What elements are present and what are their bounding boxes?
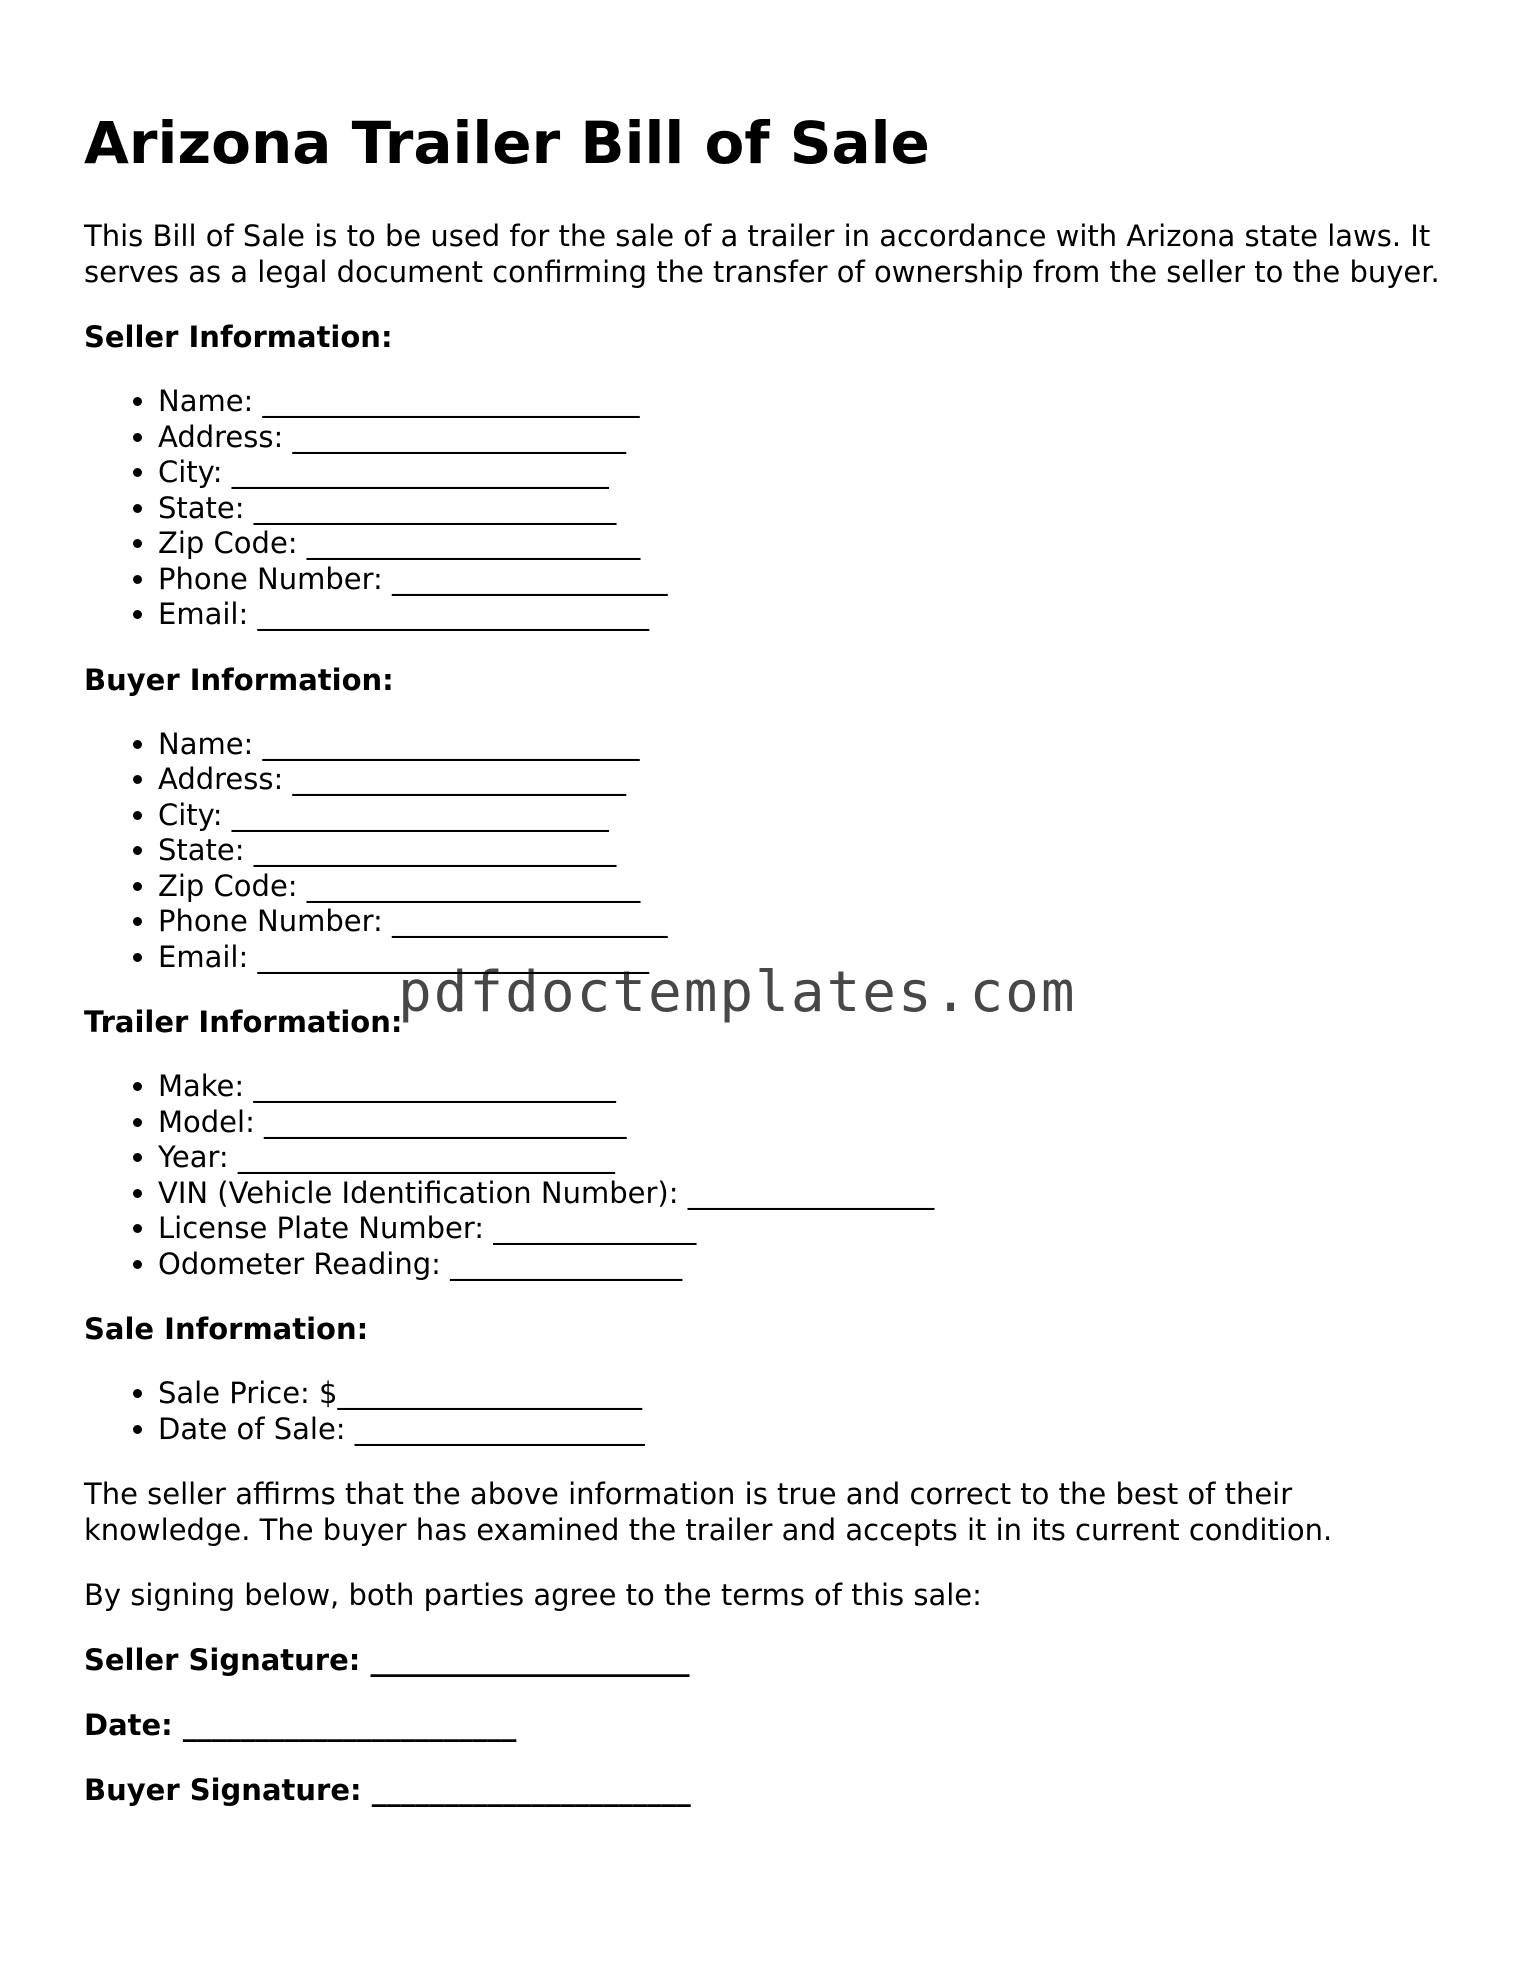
sale-heading: Sale Information: [84,1312,369,1346]
seller-heading: Seller Information: [84,320,393,354]
seller-signature-field[interactable]: Seller Signature: ______________________ [84,1643,690,1677]
seller-name-field[interactable]: • Name: __________________________ [158,384,1464,420]
buyer-phone-field[interactable]: • Phone Number: ___________________ [158,904,1464,940]
buyer-zip-field[interactable]: • Zip Code: _______________________ [158,869,1464,905]
trailer-model-field[interactable]: • Model: _________________________ [158,1105,1464,1141]
buyer-address-field[interactable]: • Address: _______________________ [158,762,1464,798]
affirmation-paragraph: The seller affirms that the above information is true and correct to the best of their knowledge. The buyer has examined the trailer and accepts it in its current condition. [84,1477,1333,1547]
trailer-plate-field[interactable]: • License Plate Number: ______________ [158,1211,1464,1247]
document-page [84,0,1464,1808]
trailer-list [84,1069,1464,1282]
buyer-email-field[interactable]: • Email: ___________________________ [158,940,1464,976]
buyer-heading: Buyer Information: [84,662,394,697]
buyer-name-field[interactable]: • Name: __________________________ [158,727,1464,763]
buyer-city-field[interactable]: • City: __________________________ [158,798,1464,834]
trailer-heading: Trailer Information: [84,1005,403,1039]
seller-state-field[interactable]: • State: _________________________ [158,491,1464,527]
seller-zip-field[interactable]: • Zip Code: _______________________ [158,526,1464,562]
sale-list [84,1376,1464,1447]
trailer-odometer-field[interactable]: • Odometer Reading: ________________ [158,1247,1464,1283]
sale-price-field[interactable]: • Sale Price: $_____________________ [158,1376,1464,1412]
watermark: pdfdoctemplates.com [398,960,1077,1025]
agreement-paragraph: By signing below, both parties agree to the terms of this sale: [84,1578,982,1612]
buyer-signature-field[interactable]: Buyer Signature: ______________________ [84,1773,691,1807]
page-title: Arizona Trailer Bill of Sale [84,109,930,177]
seller-list [84,384,1464,633]
trailer-vin-field[interactable]: • VIN (Vehicle Identification Number): _________________ [158,1176,1464,1212]
seller-address-field[interactable]: • Address: _______________________ [158,420,1464,456]
buyer-state-field[interactable]: • State: _________________________ [158,833,1464,869]
intro-paragraph: This Bill of Sale is to be used for the sale of a trailer in accordance with Arizona state laws. It serves as a legal document confirming the transfer of ownership from the seller to the buyer. [84,219,1440,289]
buyer-list [84,727,1464,976]
seller-phone-field[interactable]: • Phone Number: ___________________ [158,562,1464,598]
date-field[interactable]: Date: _______________________ [84,1708,517,1742]
trailer-year-field[interactable]: • Year: __________________________ [158,1140,1464,1176]
trailer-make-field[interactable]: • Make: _________________________ [158,1069,1464,1105]
sale-date-field[interactable]: • Date of Sale: ____________________ [158,1412,1464,1448]
seller-city-field[interactable]: • City: __________________________ [158,455,1464,491]
seller-email-field[interactable]: • Email: ___________________________ [158,597,1464,633]
